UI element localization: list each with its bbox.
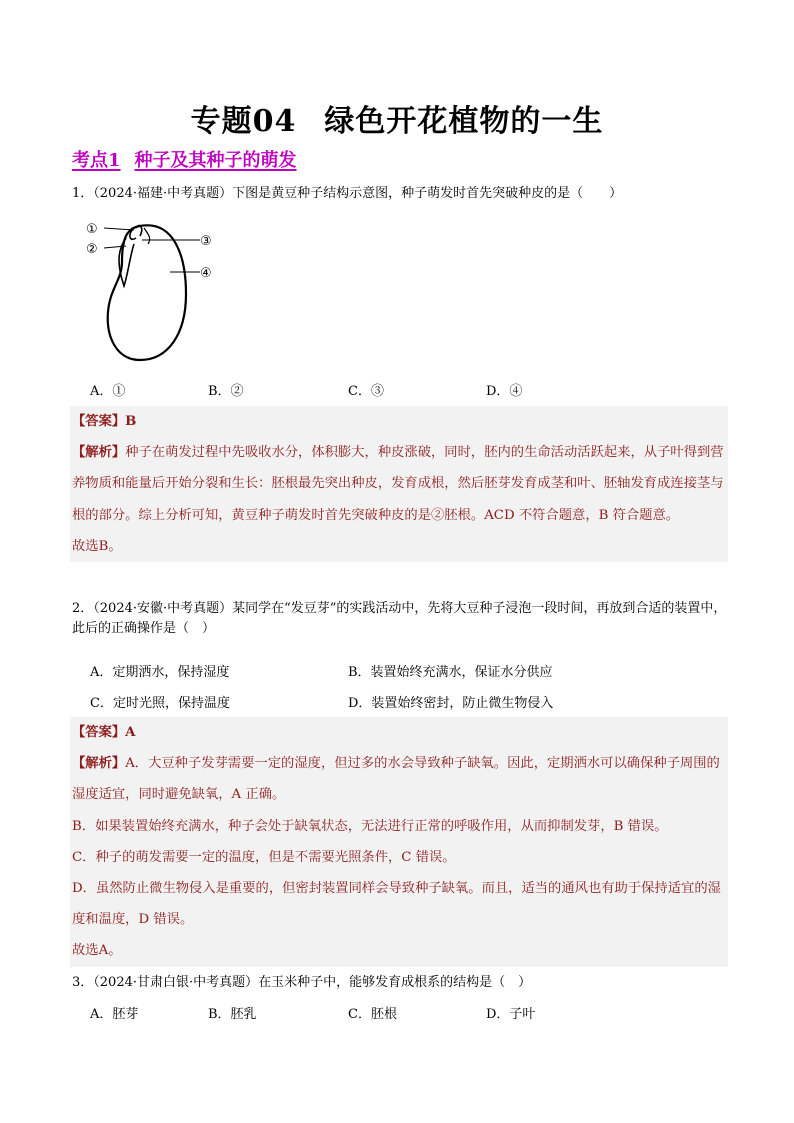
label-2: ② [86, 242, 98, 257]
q2-answer-block [70, 717, 728, 967]
q1-answer: 【答案】B [72, 414, 137, 429]
q3-option-b[interactable]: B．胚乳 [208, 1007, 257, 1022]
label-3: ③ [200, 234, 212, 249]
q1-option-a[interactable]: A．① [90, 384, 126, 399]
q1-option-d[interactable]: D．④ [486, 384, 523, 399]
q2-stem: 2．（2024·安徽·中考真题）某同学在“发豆芽”的实践活动中，先将大豆种子浸泡一段时间，再放到合适的装置中，此后的正确操作是（ ） [72, 601, 727, 636]
label-1: ① [86, 222, 98, 237]
q1-analysis: 【解析】种子在萌发过程中先吸收水分，体积膨大，种皮涨破，同时，胚内的生命活动活跃起来，从子叶得到营养物质和能量后开始分裂和生长：胚根最先突出种皮，发育成根，然后胚芽发育成茎和叶、胚轴发育成连接茎与根的部分。综上分析可知，黄豆种子萌发时首先突破种皮的是②胚根。ACD 不符合题意，B 符合题意。 [72, 445, 724, 523]
q1-option-c[interactable]: C．③ [348, 384, 384, 399]
q2-analysis-c: C．种子的萌发需要一定的温度，但是不需要光照条件，C 错误。 [72, 849, 456, 865]
q2-option-a[interactable]: A．定期洒水，保持湿度 [90, 665, 230, 680]
q2-option-c[interactable]: C．定时光照，保持温度 [90, 696, 230, 711]
q1-option-b[interactable]: B．② [208, 384, 244, 399]
page-title: 专题04 绿色开花植物的一生 [190, 104, 604, 139]
q2-answer: 【答案】A [72, 725, 136, 740]
q2-conclusion: 故选A。 [72, 943, 122, 959]
q1-stem: 1．（2024·福建·中考真题）下图是黄豆种子结构示意图，种子萌发时首先突破种皮的是（ ） [72, 186, 623, 201]
soybean-seed-diagram [82, 216, 232, 366]
q2-option-b[interactable]: B．装置始终充满水，保证水分供应 [348, 665, 553, 680]
q3-option-a[interactable]: A．胚芽 [90, 1007, 139, 1022]
q2-analysis-b: B．如果装置始终充满水，种子会处于缺氧状态，无法进行正常的呼吸作用，从而抑制发芽，B 错误。 [72, 818, 668, 834]
q1-answer-block [70, 406, 728, 562]
q2-analysis-d: D．虽然防止微生物侵入是重要的，但密封装置同样会导致种子缺氧。而且，适当的通风也有助于保持适宜的湿度和温度，D 错误。 [72, 881, 721, 928]
label-4: ④ [200, 266, 212, 281]
q1-conclusion: 故选B。 [72, 538, 122, 554]
q2-option-d[interactable]: D．装置始终密封，防止微生物侵入 [348, 696, 554, 711]
section-heading: 考点1 种子及其种子的萌发 [72, 150, 297, 171]
q2-analysis-a: 【解析】A．大豆种子发芽需要一定的湿度，但过多的水会导致种子缺氧。因此，定期洒水可以确保种子周围的湿度适宜，同时避免缺氧，A 正确。 [72, 756, 720, 803]
q3-option-d[interactable]: D．子叶 [486, 1007, 536, 1022]
q3-stem: 3．（2024·甘肃白银·中考真题）在玉米种子中，能够发育成根系的结构是（ ） [72, 975, 532, 990]
q3-option-c[interactable]: C．胚根 [348, 1007, 397, 1022]
